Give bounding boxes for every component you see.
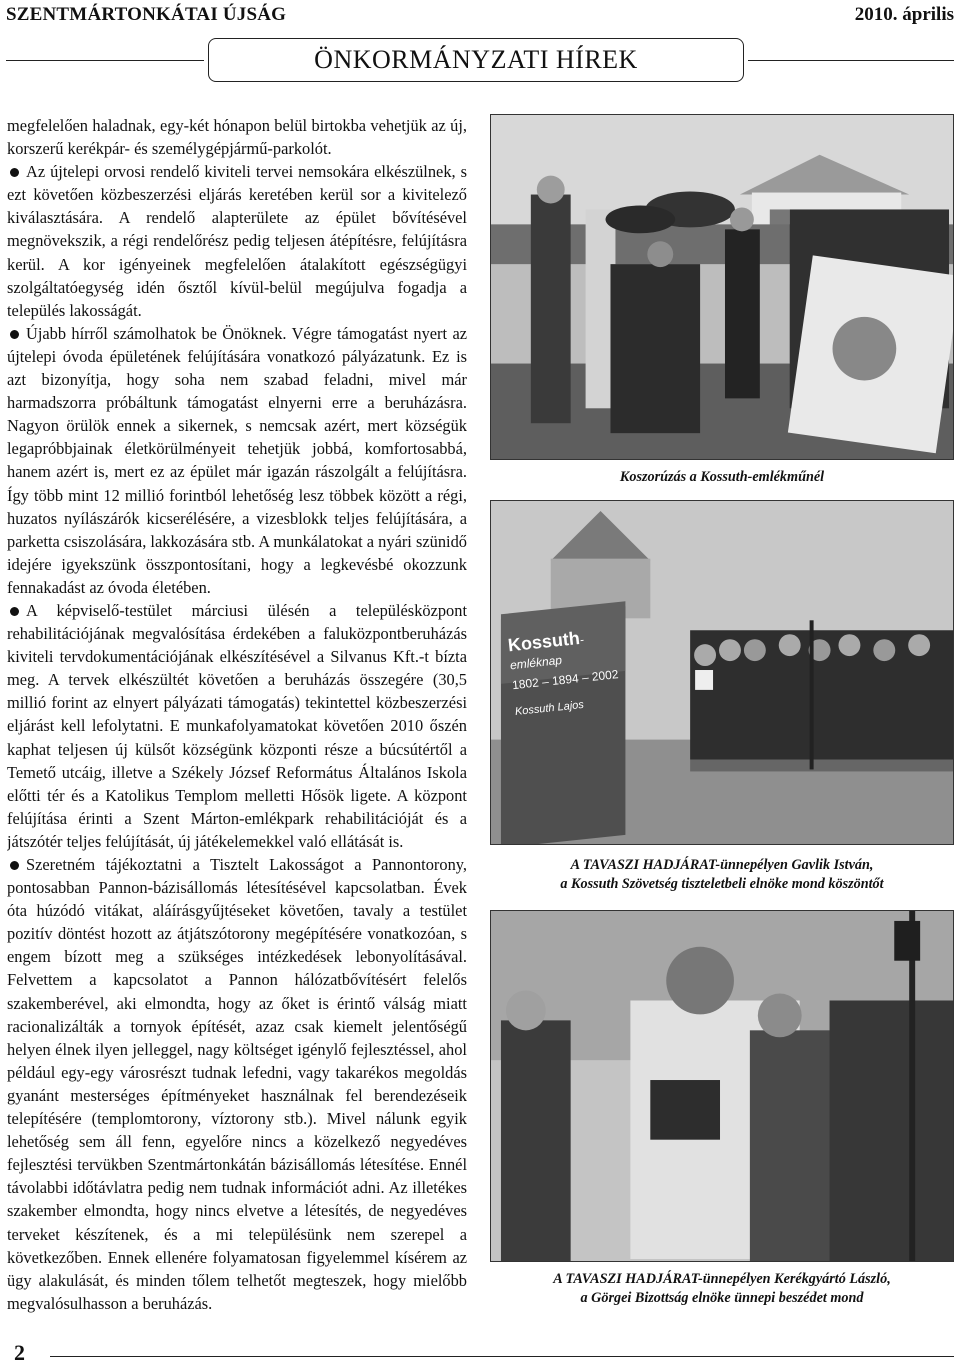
section-title: ÖNKORMÁNYZATI HÍREK — [208, 38, 744, 82]
article-paragraph-bulleted: Az újtelepi orvosi rendelő kiviteli tervei nemsokára elkészülnek, s ezt követően közbeszerzési eljárás keretében kerül sor a kivitelező kiválasztására. A rendelő alapterülete az épület bővítésével megnövekszik, a régi rendelőrész pedig teljesen átépítésre, felújításra kerül. A kor igényeinek megfelelően átalakított egészségügyi szolgáltatóegység idén ősztől kívül-belül megújulva fogadja a település lakosságát. — [7, 162, 467, 320]
banner-subtitle: -emléknap — [509, 632, 585, 673]
article-column — [7, 114, 467, 1314]
publication-title: SZENTMÁRTONKÁTAI ÚJSÁG — [6, 4, 287, 25]
bullet-icon — [10, 168, 19, 177]
photo-kerekgyarto-speech — [490, 910, 954, 1262]
page-number: 2 — [14, 1340, 25, 1365]
photo-caption-line: a Kossuth Szövetség tiszteletbeli elnöke mond köszöntőt — [560, 876, 884, 892]
banner-text — [507, 623, 635, 718]
photo-wreath-laying — [490, 114, 954, 460]
photo-gavlik-speech — [490, 500, 954, 845]
masthead — [6, 4, 954, 32]
banner-name: Kossuth Lajos — [514, 698, 585, 719]
bullet-icon — [10, 861, 19, 870]
header-rule-right — [748, 60, 954, 61]
photo-caption — [490, 1270, 954, 1308]
footer-rule — [50, 1356, 954, 1357]
article-paragraph: megfelelően haladnak, egy-két hónapon belül birtokba vehetjük az új, korszerű kerékpár- és személygépjármű-parkolót. — [7, 116, 467, 159]
photo-caption: Koszorúzás a Kossuth-emlékműnél — [619, 469, 825, 485]
article-paragraph-bulleted: Szeretném tájékoztatni a Tisztelt Lakosságot a Pannontorony, pontosabban Pannon-bázisállomás létesítésével kapcsolatban. Évek óta húzódó vitákat, aláírásgyűjtéseket követően, tavaly a testület pozitív döntést hozott az átjátszótorony megépítésére vonatkozóan, s engem bízott meg a szükséges intézkedések lebonyolításával. Felvettem a kapcsolatot a Pannon hálózatbővítésért felelős szakemberével, aki elmondta, hogy az őket is érintő válság miatt racionalizálták a tornyok építését, azaz csak kiemelt jelentőségű helyen élnek ilyen jelleggel, nagy költséget igénylő fejlesztéssel, ahol például egy-egy városrészt tudnak lefedni, vagy takarékos megoldás gyanánt mesterséges építményeket használnak fel berendezéseik telepítésére (templomtorony, víztorony stb.). Mivel nálunk egyik lehetőség sem áll fenn, egyelőre nincs a közelkező negyedéves fejlesztési tervükben Szentmártonkátán bázisállomás létesítése. Ennél távolabbi időtávlatra pedig nem tudnak információt adni. Az illetékes szakember elmondta, hogy nincs elvetve a létesítés, de negyedéves terveket készítenek, és a mi településünk nem szerepel a következőben. Ennek ellenére folyamatosan figyelemmel kísérem az ügy alakulását, és minden tőlem telhetőt megteszek, hogy mielőbb megvalósulhasson a beruházás. — [7, 855, 467, 1313]
photo-caption-line: A TAVASZI HADJÁRAT-ünnepélyen Gavlik István, — [570, 857, 874, 873]
issue-date: 2010. április — [854, 4, 954, 25]
article-paragraph-bulleted: A képviselő-testület márciusi ülésén a településközpont rehabilitációjának megvalósítása érdekében a faluközpontberuházás kiviteli tervdokumentációjának elkészítésével a Silvanus Kft.-t bízta meg. A tervek elkészültét követően a beruházás összegére (30,5 millió forint az elnyert pályázati támogatás) tekintettel közbeszerzési eljárást kell lefolytatni. E munkafolyamatokat követően 2010 őszén kaphat teljesen új külsőt községünk központi része a búcsútértől a Temető utcáig, illetve a Székely József Református Általános Iskola előtti tér és a Katolikus Templom melletti Hősök ligete. A központ felújítása érinti a Szent Márton-emlékpark rehabilitációját és a játszótér teljes felújítását, új játékelemekkel való ellátását is. — [7, 600, 467, 851]
photo-caption-line: a Görgei Bizottság elnöke ünnepi beszédet mond — [580, 1290, 864, 1306]
bullet-icon — [10, 330, 19, 339]
photo-caption — [490, 856, 954, 894]
header-rule-left — [6, 60, 204, 61]
banner-years: 1802 – 1894 – 2002 — [511, 667, 620, 693]
banner-title: Kossuth — [506, 627, 581, 656]
bullet-icon — [10, 607, 19, 616]
photo-caption-line: A TAVASZI HADJÁRAT-ünnepélyen Kerékgyártó László, — [553, 1271, 891, 1287]
article-paragraph-bulleted: Újabb hírről számolhatok be Önöknek. Végre támogatást nyert az újtelepi óvoda épületének felújítására vonatkozó pályázatunk. Ez is azt bizonyítja, hogy soha nem szabad feladni, mivel már harmadszorra próbáltunk támogatást elnyerni erre a beruházásra. Nagyon örülök ennek a sikernek, s nemcsak azért, mert községük legapróbbjainak életkörülményeit tehetjük jobbá, komfortosabbá, hanem azért is, mert ez az épület már igazán rászolgált a felújításra. Így több mint 12 millió forintból lehetőség lesz többek között a régi, huzatos nyílászárók kicserélésére, a vizesblokk teljes felújítására, a parketta csiszolására, lakkozására stb. A munkálatokat a nyári szünidő idejére igyekszünk összpontosítani, hogy a legkevésbé okozzunk fennakadást az óvoda életében. — [7, 323, 467, 597]
